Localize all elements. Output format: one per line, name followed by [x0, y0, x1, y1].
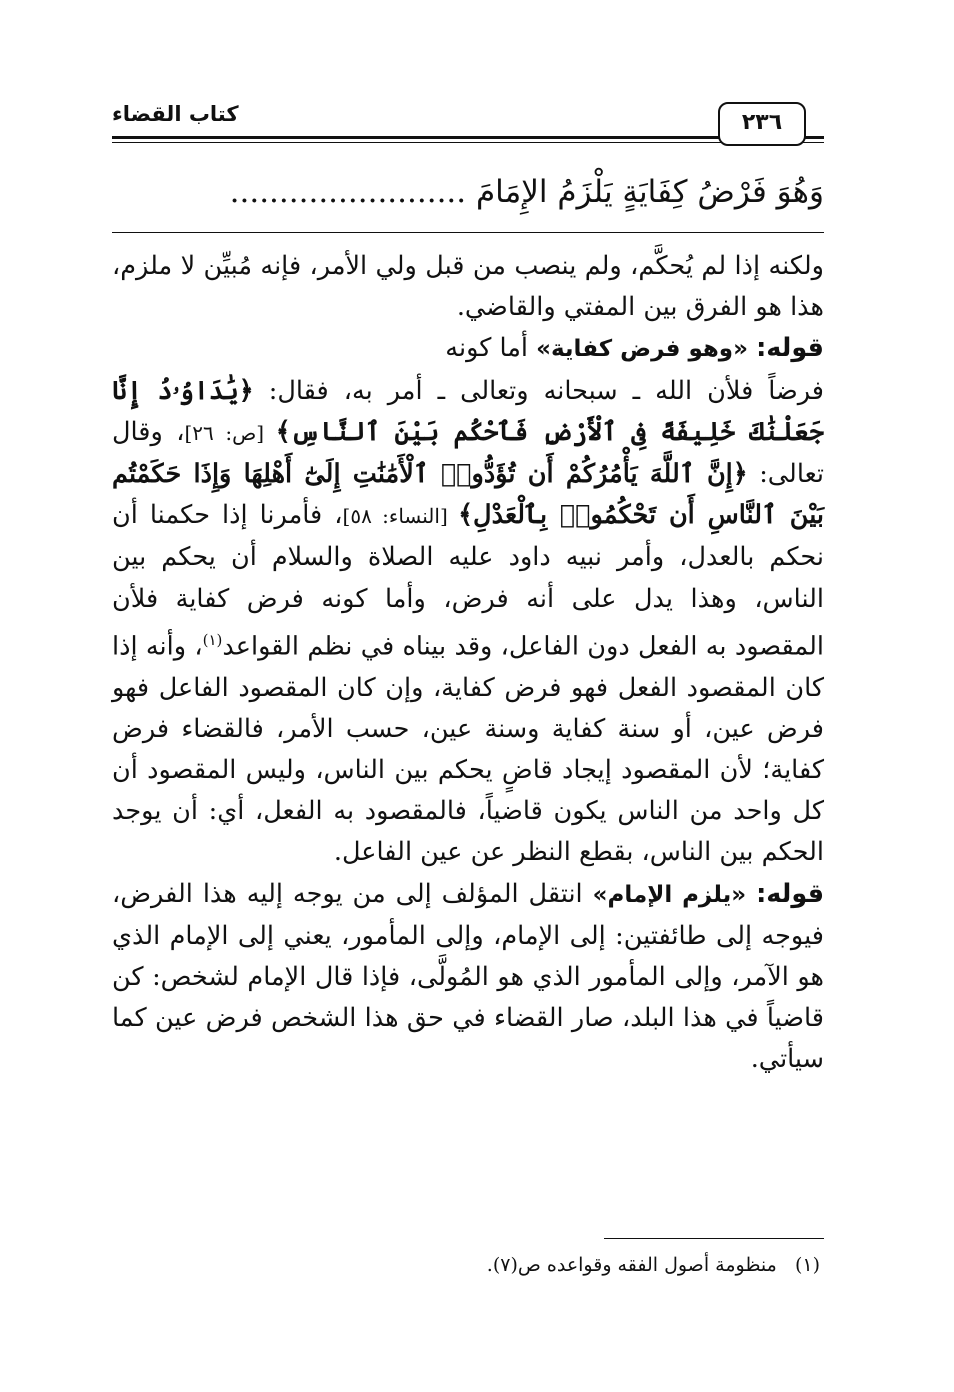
paragraph-3-b: ، وقال تعالى:: [112, 416, 824, 490]
matn-text: وَهُوَ فَرْضُ كِفَايَةٍ يَلْزَمُ الإِمَامَ ........................: [229, 174, 824, 210]
paragraph-3-c: ، فأمرنا إذا حكمنا أن نحكم بالعدل، وأمر نبيه داود عليه الصلاة والسلام أن يحكم بين الناس، وهذا يدل على أنه فرض، وأما كونه فرض كفاية فلأن المقصود به الفعل دون الفاعل، وقد بيناه في نظم القواعد: [112, 500, 825, 662]
paragraph-3: [112, 371, 824, 874]
header-rule-thin: [112, 142, 824, 143]
paragraph-2: [112, 328, 824, 370]
page-header: [112, 96, 824, 148]
footnote-1: [112, 1250, 820, 1280]
qawl-label-2: قوله:: [756, 878, 825, 909]
verse-ref-1: [ص: ٢٦]: [184, 420, 276, 445]
verse-ref-2: [النساء: ٥٨]: [342, 504, 459, 529]
paragraph-4-text: انتقل المؤلف إلى من يوجه إليه هذا الفرض، فيوجه إلى طائفتين: إلى الإمام، وإلى المأمور، يعني إلى الإمام الذي هو الآمر، وإلى المأمور الذي هو المُولَّى، فإذا قال الإمام لشخص: كن قاضياً في هذا البلد، صار القضاء في حق هذا الشخص فرض عين كما سيأتي.: [112, 878, 824, 1075]
matn-quote-2: «يلزم الإمام»: [592, 881, 747, 908]
page-number: ٢٣٦: [718, 102, 806, 146]
footnote-marker[interactable]: (١): [202, 630, 223, 649]
commentary-body: [112, 246, 824, 1081]
paragraph-1: ولكنه إذا لم يُحكَّم، ولم ينصب من قبل ولي الأمر، فإنه مُبيِّن لا ملزم، هذا هو الفرق بين المفتي والقاضي.: [112, 251, 824, 323]
book-title: كتاب القضاء: [112, 102, 245, 126]
footnote-1-text: منظومة أصول الفقه وقواعده ص(٧).: [486, 1254, 777, 1276]
paragraph-2-tail: أما كونه: [445, 333, 537, 364]
footnote-divider: [604, 1238, 824, 1239]
matn-quote: «وهو فرض كفاية»: [536, 336, 748, 363]
paragraph-3-d: ، وأنه إذا كان المقصود الفعل فهو فرض كفاية، وإن كان المقصود الفاعل فهو فرض عين، أو سنة كفاية وسنة عين، حسب الأمر، فالقضاء فرض كفاية؛ لأن المقصود إيجاد قاضٍ يحكم بين الناس، وليس المقصود أن كل واحد من الناس يكون قاضياً، فالمقصود به الفعل، أي: أن يوجد الحكم بين الناس، بقطع النظر عن عين الفاعل.: [112, 631, 824, 868]
quran-verse-1: ﴿يَٰدَاوُۥدُ إِنَّا جَعَلْنَٰكَ خَلِيفَةً فِى ٱلْأَرْضِ فَٱحْكُم بَيْنَ ٱلنَّاسِ﴾: [112, 375, 824, 447]
matn-divider: [112, 232, 824, 233]
quran-verse-2: ﴿إِنَّ ٱللَّهَ يَأْمُرُكُمْ أَن تُؤَدُّوا۟ ٱلْأَمَٰنَٰتِ إِلَىٰٓ أَهْلِهَا وَإِذَا حَكَمْتُم بَيْنَ ٱلنَّاسِ أَن تَحْكُمُوا۟ بِٱلْعَدْلِ﴾: [112, 459, 825, 531]
qawl-label: قوله:: [756, 333, 824, 364]
paragraph-3-a: فرضاً فلأن الله ـ سبحانه وتعالى ـ أمر به، فقال:: [253, 375, 824, 406]
paragraph-4: [112, 874, 824, 1081]
footnote-1-marker: (١): [794, 1254, 820, 1276]
